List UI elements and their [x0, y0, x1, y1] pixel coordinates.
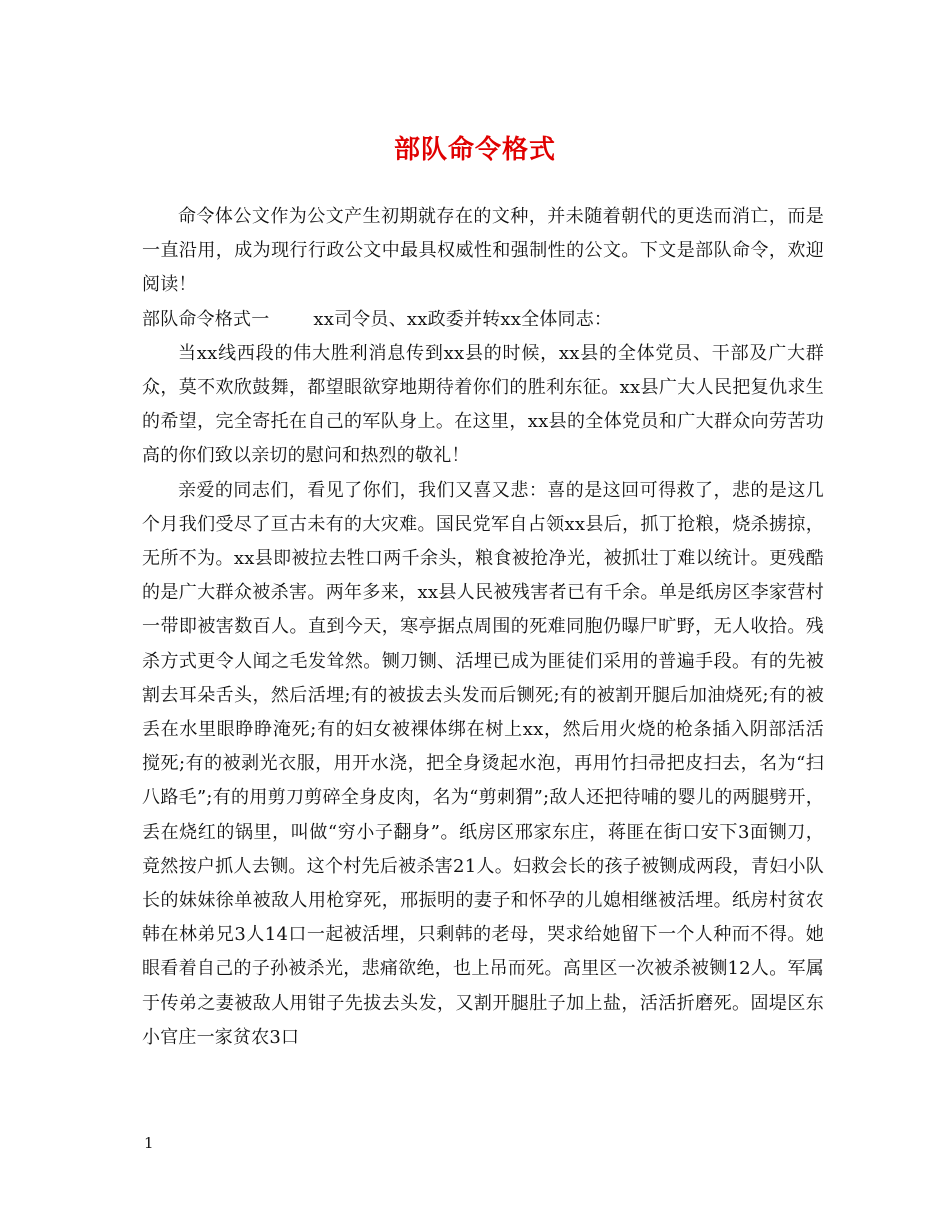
intro-paragraph: 命令体公文作为公文产生初期就存在的文种，并未随着朝代的更迭而消亡，而是一直沿用，成为现行行政公文中最具权威性和强制性的公文。下文是部队命令，欢迎阅读！ — [142, 206, 824, 296]
salutation: xx司令员、xx政委并转xx全体同志： — [313, 308, 613, 330]
body-paragraph-2: 亲爱的同志们，看见了你们，我们又喜又悲：喜的是这回可得救了，悲的是这几个月我们受尽了亘古未有的大灾难。国民党军自占领xx县后，抓丁抢粮，烧杀掳掠，无所不为。xx县即被拉去牲口两千余头，粮食被抢净光，被抓壮丁难以统计。更残酷的是广大群众被杀害。两年多来，xx县人民被残害者已有千余。单是纸房区李家营村一带即被害数百人。直到今天，寒亭据点周围的死难同胞仍曝尸旷野，无人收拾。残杀方式更令人闻之毛发耸然。铡刀铡、活埋已成为匪徒们采用的普遍手段。有的先被割去耳朵舌头，然后活埋;有的被拔去头发而后铡死;有的被割开腿后加油烧死;有的被丢在水里眼睁睁淹死;有的妇女被裸体绑在树上xx，然后用火烧的枪条插入阴部活活搅死;有的被剥光衣服，用开水浇，把全身烫起水泡，再用竹扫帚把皮扫去，名为“扫八路毛”;有的用剪刀剪碎全身皮肉，名为“剪刺猬”;敌人还把待哺的婴儿的两腿劈开，丢在烧红的锅里，叫做“穷小子翻身”。纸房区邢家东庄，蒋匪在街口安下3面铡刀，竟然按户抓人去铡。这个村先后被杀害21人。妇救会长的孩子被铡成两段，青妇小队长的妹妹徐单被敌人用枪穿死，邢振明的妻子和怀孕的儿媳相继被活埋。纸房村贫农韩在林弟兄3人14口一起被活埋，只剩韩的老母，哭求给她留下一个人种而不得。她眼看着自己的子孙被杀光，悲痛欲绝，也上吊而死。高里区一次被杀被铡12人。军属于传弟之妻被敌人用钳子先拔去头发，又割开腿肚子加上盐，活活折磨死。固堤区东小官庄一家贫农3口 — [142, 479, 824, 1048]
section-heading: 部队命令格式一 — [142, 308, 270, 330]
page-number: 1 — [144, 1134, 154, 1152]
body-paragraph-1: 当xx线西段的伟大胜利消息传到xx县的时候，xx县的全体党员、干部及广大群众，莫不欢欣鼓舞，都望眼欲穿地期待着你们的胜利东征。xx县广大人民把复仇求生的希望，完全寄托在自己的军队身上。在这里，xx县的全体党员和广大群众向劳苦功高的你们致以亲切的慰问和热烈的敬礼！ — [142, 342, 824, 467]
section-heading-line — [142, 303, 824, 337]
document-title: 部队命令格式 — [393, 135, 556, 165]
document-body — [142, 200, 824, 1055]
